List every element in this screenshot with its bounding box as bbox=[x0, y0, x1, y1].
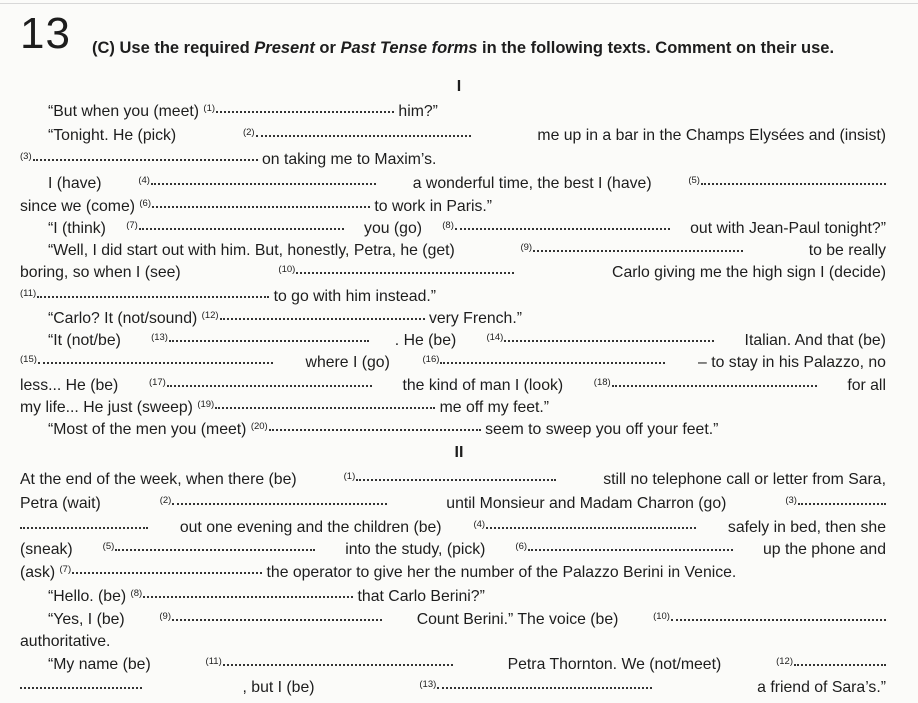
blank-number: (9) bbox=[159, 611, 172, 622]
answer-blank[interactable] bbox=[60, 565, 263, 585]
dotted-line bbox=[167, 384, 372, 387]
text-line bbox=[20, 263, 886, 285]
text-segment: still no telephone call or letter from Sara, bbox=[598, 471, 886, 488]
dotted-line bbox=[172, 618, 382, 621]
dotted-line bbox=[356, 478, 556, 481]
text-segment: to be really bbox=[804, 242, 886, 259]
blank-number: (4) bbox=[473, 519, 486, 530]
blank-number: (16) bbox=[422, 354, 440, 365]
answer-blank[interactable] bbox=[20, 529, 148, 532]
answer-blank[interactable] bbox=[515, 542, 733, 562]
text-line bbox=[20, 287, 886, 309]
answer-blank[interactable] bbox=[473, 520, 696, 540]
text-segment: on taking me to Maxim’s. bbox=[257, 151, 437, 168]
text-segment: me off my feet.” bbox=[435, 399, 550, 416]
text-line bbox=[20, 470, 886, 492]
text-line bbox=[20, 563, 886, 585]
text-segment: “Hello. (be) bbox=[48, 588, 131, 605]
blank-number: (8) bbox=[130, 588, 143, 599]
text-line bbox=[20, 353, 886, 375]
text-segment: Petra (wait) bbox=[20, 495, 106, 512]
dotted-line bbox=[220, 317, 425, 320]
dotted-line bbox=[151, 182, 376, 185]
text-segment: I (have) bbox=[48, 175, 106, 192]
text-segment: Italian. And that (be) bbox=[740, 332, 886, 349]
text-segment: “But when you (meet) bbox=[48, 103, 204, 120]
dotted-line bbox=[115, 548, 315, 551]
text-segment: . He (be) bbox=[394, 332, 461, 349]
text-segment: very French.” bbox=[424, 310, 522, 327]
answer-blank[interactable] bbox=[149, 378, 372, 398]
dotted-line bbox=[437, 686, 652, 689]
blank-number: (13) bbox=[151, 332, 168, 343]
text-line bbox=[20, 241, 886, 263]
blank-number: (15) bbox=[20, 354, 37, 365]
answer-blank[interactable] bbox=[520, 243, 743, 263]
text-line bbox=[20, 102, 886, 124]
answer-blank[interactable] bbox=[20, 689, 142, 692]
text-segment: a wonderful time, the best I (have) bbox=[408, 175, 656, 192]
text-segment: “It (not/be) bbox=[48, 332, 126, 349]
title-suffix: in the following texts. Comment on their use. bbox=[477, 39, 835, 57]
title-emphasis-past: Past Tense forms bbox=[340, 39, 478, 57]
dotted-line bbox=[798, 502, 886, 505]
text-segment: since we (come) bbox=[20, 198, 140, 215]
answer-blank[interactable] bbox=[151, 333, 369, 353]
text-segment: a friend of Sara’s.” bbox=[752, 679, 886, 696]
blank-number: (1) bbox=[203, 103, 216, 114]
answer-blank[interactable] bbox=[131, 589, 354, 609]
text-line bbox=[20, 376, 886, 398]
dotted-line bbox=[72, 571, 262, 574]
answer-blank[interactable] bbox=[160, 496, 388, 516]
answer-blank[interactable] bbox=[243, 128, 471, 148]
answer-blank[interactable] bbox=[344, 472, 557, 492]
top-border bbox=[0, 3, 918, 4]
dotted-line bbox=[20, 686, 142, 689]
dotted-line bbox=[143, 595, 353, 598]
dotted-line bbox=[440, 361, 665, 364]
text-line bbox=[20, 655, 886, 677]
dotted-line bbox=[33, 158, 258, 161]
text-line bbox=[20, 494, 886, 516]
text-segment: “Most of the men you (meet) bbox=[48, 421, 251, 438]
text-segment: authoritative. bbox=[20, 633, 111, 650]
text-line bbox=[20, 518, 886, 540]
blank-number: (5) bbox=[102, 541, 115, 552]
answer-blank[interactable] bbox=[203, 104, 394, 124]
dotted-line bbox=[533, 249, 743, 252]
answer-blank[interactable] bbox=[20, 355, 273, 375]
answer-blank[interactable] bbox=[206, 657, 453, 677]
text-line bbox=[20, 587, 886, 609]
text-line bbox=[20, 331, 886, 353]
text-line bbox=[20, 309, 886, 331]
blank-number: (3) bbox=[20, 151, 32, 162]
answer-blank[interactable] bbox=[20, 152, 258, 172]
dotted-line bbox=[37, 295, 269, 298]
section-heading-i: I bbox=[456, 78, 462, 95]
blank-number: (14) bbox=[486, 332, 504, 343]
text-segment: – to stay in his Palazzo, no bbox=[693, 354, 886, 371]
answer-blank[interactable] bbox=[197, 400, 435, 420]
blank-number: (10) bbox=[653, 611, 670, 622]
dotted-line bbox=[256, 134, 471, 137]
dotted-line bbox=[528, 548, 733, 551]
text-segment: (ask) bbox=[20, 564, 60, 581]
title-mid: or bbox=[314, 39, 341, 57]
blank-number: (6) bbox=[515, 541, 528, 552]
blank-number: (11) bbox=[205, 656, 222, 667]
answer-blank[interactable] bbox=[103, 542, 316, 562]
dotted-line bbox=[20, 526, 148, 529]
text-segment: into the study, (pick) bbox=[340, 541, 490, 558]
text-line bbox=[20, 540, 886, 562]
blank-number: (19) bbox=[197, 399, 215, 410]
blank-number: (2) bbox=[242, 127, 255, 138]
text-segment: , but I (be) bbox=[242, 679, 319, 696]
blank-number: (4) bbox=[138, 175, 150, 186]
answer-blank[interactable] bbox=[138, 176, 376, 196]
blank-number: (12) bbox=[201, 310, 219, 321]
blank-number: (6) bbox=[139, 198, 152, 209]
text-segment: Petra Thornton. We (not/meet) bbox=[503, 656, 726, 673]
blank-number: (18) bbox=[593, 377, 611, 388]
blank-number: (13) bbox=[419, 679, 437, 690]
dotted-line bbox=[296, 271, 514, 274]
text-segment: safely in bed, then she bbox=[723, 519, 886, 536]
text-segment: out with Jean-Paul tonight?” bbox=[685, 220, 886, 237]
text-segment: to go with him instead.” bbox=[269, 288, 437, 305]
blank-number: (9) bbox=[520, 242, 533, 253]
answer-blank[interactable] bbox=[785, 496, 886, 516]
text-segment: Carlo giving me the high sign I (decide) bbox=[607, 264, 886, 281]
dotted-line bbox=[139, 227, 344, 230]
text-segment: boring, so when I (see) bbox=[20, 264, 186, 281]
dotted-line bbox=[172, 502, 387, 505]
text-segment: seem to sweep you off your feet.” bbox=[480, 421, 719, 438]
answer-blank[interactable] bbox=[419, 680, 652, 700]
text-line bbox=[20, 610, 886, 632]
answer-blank[interactable] bbox=[442, 221, 670, 241]
dotted-line bbox=[215, 406, 435, 409]
blank-number: (3) bbox=[785, 495, 797, 506]
answer-blank[interactable] bbox=[278, 265, 514, 285]
text-segment: to work in Paris.” bbox=[370, 198, 493, 215]
title-emphasis-present: Present bbox=[254, 39, 315, 57]
dotted-line bbox=[455, 227, 670, 230]
dotted-line bbox=[216, 110, 394, 113]
dotted-line bbox=[612, 384, 817, 387]
text-line bbox=[20, 126, 886, 148]
blank-number: (7) bbox=[126, 220, 138, 231]
answer-blank[interactable] bbox=[251, 422, 481, 442]
dotted-line bbox=[794, 663, 886, 666]
answer-blank[interactable] bbox=[486, 333, 714, 353]
blank-number: (1) bbox=[343, 471, 356, 482]
exercise-number: 13 bbox=[20, 9, 71, 58]
text-segment: “Carlo? It (not/sound) bbox=[48, 310, 202, 327]
dotted-line bbox=[169, 339, 369, 342]
answer-blank[interactable] bbox=[202, 311, 425, 331]
answer-blank[interactable] bbox=[776, 657, 886, 677]
title-prefix: (C) Use the required bbox=[92, 39, 255, 57]
text-line bbox=[20, 632, 886, 652]
dotted-line bbox=[223, 663, 453, 666]
text-segment: where I (go) bbox=[301, 354, 395, 371]
blank-number: (8) bbox=[442, 220, 454, 231]
dotted-line bbox=[701, 182, 886, 185]
text-segment: up the phone and bbox=[758, 541, 886, 558]
text-segment: my life... He just (sweep) bbox=[20, 399, 198, 416]
text-segment: “Tonight. He (pick) bbox=[48, 127, 181, 144]
section-heading-ii: II bbox=[454, 444, 464, 461]
answer-blank[interactable] bbox=[159, 612, 382, 632]
exercise-instructions bbox=[92, 39, 834, 58]
answer-blank[interactable] bbox=[653, 612, 886, 632]
dotted-line bbox=[38, 361, 273, 364]
text-segment: “My name (be) bbox=[48, 656, 156, 673]
blank-number: (11) bbox=[20, 288, 37, 299]
text-segment: less... He (be) bbox=[20, 377, 123, 394]
text-line bbox=[20, 150, 886, 172]
answer-blank[interactable] bbox=[20, 289, 269, 309]
text-segment: Count Berini.” The voice (be) bbox=[412, 611, 623, 628]
dotted-line bbox=[269, 428, 481, 431]
text-segment: me up in a bar in the Champs Elysées and (insist) bbox=[533, 127, 886, 144]
text-line bbox=[20, 174, 886, 196]
answer-blank[interactable] bbox=[594, 378, 817, 398]
blank-number: (7) bbox=[59, 564, 72, 575]
dotted-line bbox=[504, 339, 714, 342]
text-segment: him?” bbox=[394, 103, 438, 120]
dotted-line bbox=[152, 205, 370, 208]
text-segment: “Well, I did start out with him. But, honestly, Petra, he (get) bbox=[48, 242, 460, 259]
text-segment: for all bbox=[842, 377, 886, 394]
blank-number: (12) bbox=[776, 656, 793, 667]
text-segment: the kind of man I (look) bbox=[398, 377, 568, 394]
text-line bbox=[20, 219, 886, 241]
blank-number: (17) bbox=[148, 377, 166, 388]
text-segment: that Carlo Berini?” bbox=[353, 588, 485, 605]
text-segment: the operator to give her the number of the Palazzo Berini in Venice. bbox=[262, 564, 737, 581]
answer-blank[interactable] bbox=[126, 221, 344, 241]
text-line bbox=[20, 420, 886, 442]
text-segment: you (go) bbox=[359, 220, 427, 237]
answer-blank[interactable] bbox=[423, 355, 666, 375]
blank-number: (2) bbox=[159, 495, 172, 506]
dotted-line bbox=[671, 618, 886, 621]
text-segment: until Monsieur and Madam Charron (go) bbox=[441, 495, 731, 512]
text-segment: “I (think) bbox=[48, 220, 111, 237]
answer-blank[interactable] bbox=[139, 199, 370, 219]
text-line bbox=[20, 398, 886, 420]
text-segment: “Yes, I (be) bbox=[48, 611, 130, 628]
blank-number: (10) bbox=[278, 264, 296, 275]
text-segment: At the end of the week, when there (be) bbox=[20, 471, 302, 488]
text-segment: (sneak) bbox=[20, 541, 78, 558]
text-line bbox=[20, 678, 886, 700]
blank-number: (5) bbox=[688, 175, 700, 186]
dotted-line bbox=[486, 526, 696, 529]
blank-number: (20) bbox=[250, 421, 268, 432]
answer-blank[interactable] bbox=[688, 176, 886, 196]
text-segment: out one evening and the children (be) bbox=[175, 519, 446, 536]
